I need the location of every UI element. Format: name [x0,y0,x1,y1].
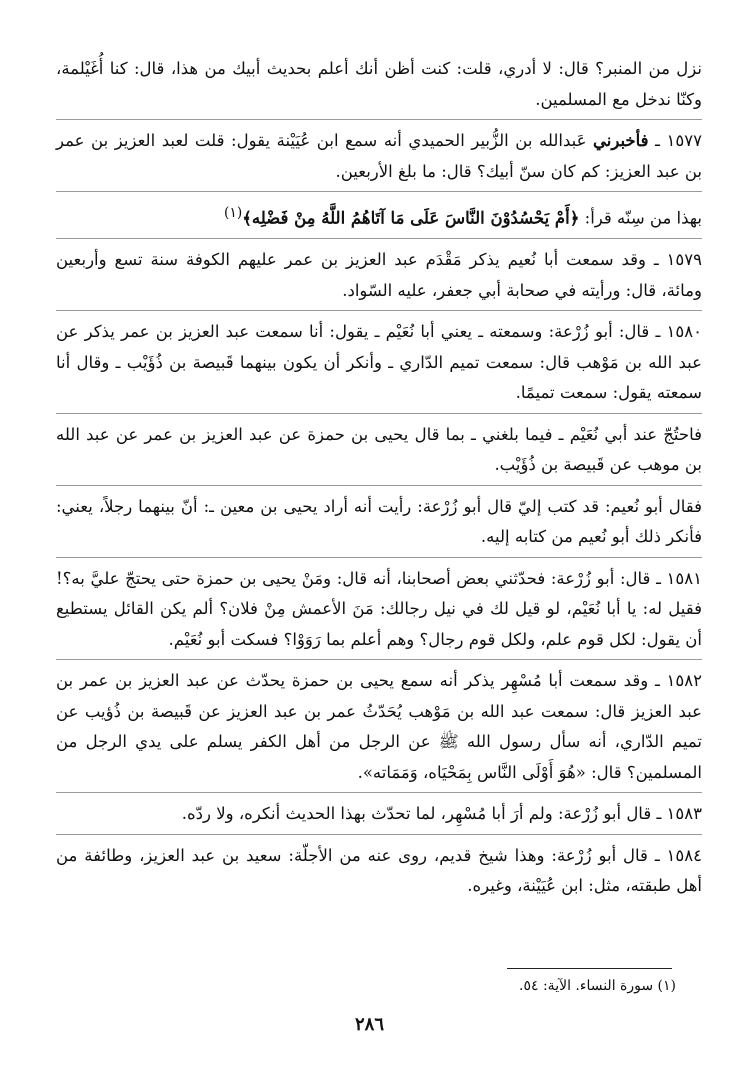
page-body [56,54,702,902]
paragraph-1580-c: فقال أبو نُعيم: قد كتب إليّ قال أبو زُرْعة: رأيت أنه أراد يحيى بن معين ـ: أنّ بينهما رجلاً، يعني: فأنكر ذلك أبو نُعيم من كتابه إليه. [56,496,702,546]
footnote-rule [507,968,672,969]
separator [56,413,702,414]
separator [56,485,702,486]
separator [56,310,702,311]
separator [56,238,702,239]
paragraph-1583: ١٥٨٣ ـ قال أبو زُرْعة: ولم أرَ أبا مُسْهِر، لما تحدّث بهذا الحديث أنكره، ولا ردّه. [181,804,702,823]
separator [56,792,702,793]
quran-verse: ﴿أَمْ يَحْسُدُوْنَ النَّاسَ عَلَى مَا آتَاهُمُ اللَّهُ مِنْ فَضْلِه﴾ [242,208,580,228]
paragraph-1584: ١٥٨٤ ـ قال أبو زُرْعة: وهذا شيخ قديم، روى عنه من الأجلّة: سعيد بن عبد العزيز، وطائفة من أهل طبقته، مثل: ابن عُيَيْنة، وغيره. [56,845,702,895]
separator [56,557,702,558]
paragraph-1580: ١٥٨٠ ـ قال: أبو زُرْعة: وسمعته ـ يعني أبا نُعَيْم ـ يقول: أنا سمعت عبد العزيز بن عمر يذكر عن عبد الله بن مَوْهب قال: سمعت تميم الدّاري ـ وأنكر أن يكون بينهما قَبيصة بن ذُؤَيْب ـ وقال أنا سمعته يقول: سمعت تميمًا. [56,322,702,402]
paragraph-1582: ١٥٨٢ ـ وقد سمعت أبا مُسْهِر يذكر أنه سمع يحيى بن حمزة يحدّث عن عبد العزيز بن عمر بن عبد العزيز قال: سمعت عبد الله بن مَوْهب يُحَدّثُ عمر بن عبد العزيز عن قَبيصة بن ذُؤيب عن تميم الدّاري، أنه سأل رسول الله ﷺ عن الرجل من أهل الكفر يسلم على يدي الرجل من المسلمين؟ قال: «هُوَ أَوْلَى النَّاس بِمَحْيَاه، وَمَمَاته». [56,671,702,782]
footnote-ref: (١) [224,205,243,221]
separator [56,191,702,192]
paragraph-intro: نزل من المنبر؟ قال: لا أدري، قلت: كنت أظن أنك أعلم بحديث أبيك من هذا، قال: كنا أُغَيْلمة، وكنّا ندخل مع المسلمين. [56,59,702,109]
paragraph-1579: ١٥٧٩ ـ وقد سمعت أبا نُعيم يذكر مَقْدَم عبد العزيز بن عمر عليهم الكوفة سنة تسع وأربعين ومائة، قال: ورأيته في صحابة أبي جعفر، عليه السّواد. [56,250,702,300]
hadith-number: ١٥٧٧ ـ [655,131,702,150]
separator [56,834,702,835]
paragraph-1578: بهذا من سِنّه قرأ: ﴿أَمْ يَحْسُدُوْنَ النَّاسَ عَلَى مَا آتَاهُمُ اللَّهُ مِنْ فَضْلِه﴾$^{(١)}$ [224,205,702,228]
paragraph-1581: ١٥٨١ ـ قال: أبو زُرْعة: فحدّثني بعض أصحابنا، أنه قال: ومَنْ يحيى بن حمزة حتى يحتجّ عليَّ به؟! فقيل له: يا أبا نُعَيْم، لو قيل لك في نيل رجالك: مَنَ الأعمش مِنْ فلان؟ ألم يكن القائل يستطيع أن يقول: لكل قوم علم، ولكل قوم رجال؟ وهم أعلم بما رَوَوْا؟ فسكت أبو نُعَيْم. [56,568,702,649]
paragraph-1577: ١٥٧٧ ـ فأخبرني عَبدالله بن الزُّبير الحميدي أنه سمع ابن عُيَيْنة يقول: قلت لعبد العزيز بن عمر بن عبد العزيز: كم كان سنّ أبيك؟ قال: ما بلغ الأربعين. [56,131,702,181]
lead-word: فأخبرني [593,131,649,150]
footnote: (١) سورة النساء. الآية: ٥٤. [519,978,676,994]
page-number: ٢٨٦ [354,1014,384,1035]
separator [56,119,702,120]
separator [56,659,702,660]
paragraph-1580-b: فاحتُجّ عند أبي نُعَيْم ـ فيما بلغني ـ بما قال يحيى بن حمزة عن عبد العزيز بن عمر عن عبد الله بن موهب عن قَبيصة بن ذُؤَيْب. [56,424,702,474]
